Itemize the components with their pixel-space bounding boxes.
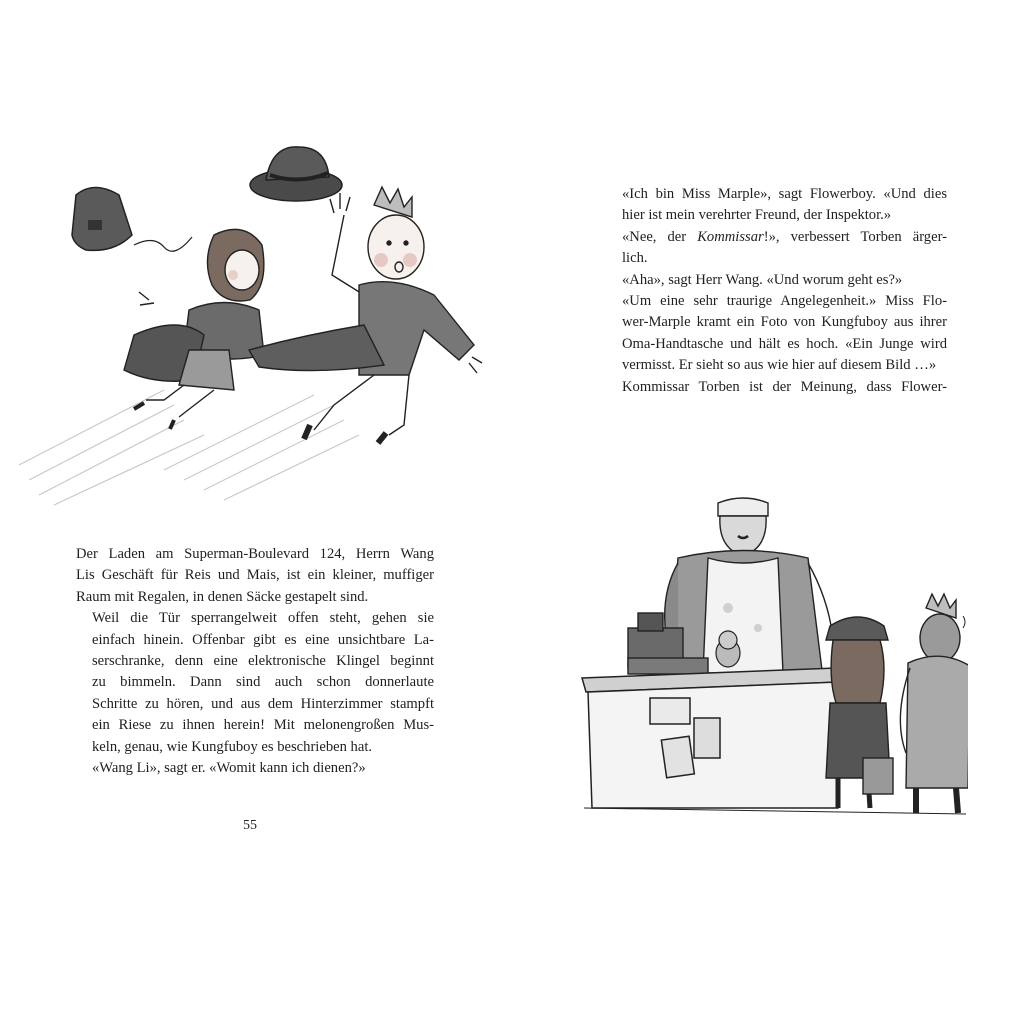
text-line: «Um eine sehr traurige Angelegenheit.» Miss Flo- (622, 293, 947, 310)
right-page-text (606, 184, 947, 398)
text-line: Der Laden am Superman-Boulevard 124, Herrn Wang (76, 546, 434, 562)
text-line: zu bimmeln. Dann sind auch schon donnerlaute (92, 674, 434, 691)
text-line: serschranke, denn eine elektronische Klingel beginnt (92, 653, 434, 670)
text-line: hier ist mein verehrter Freund, der Inspektor.» (622, 207, 892, 224)
text-run: «Nee, der (622, 228, 698, 245)
page-number: 55 (243, 818, 257, 833)
paragraph (76, 608, 434, 758)
italic-word: Kommissar (697, 228, 764, 245)
paragraph (606, 227, 947, 270)
text-line: ein Riese zu ihnen herein! Mit melonengroßen Mus- (92, 717, 434, 734)
speed-lines (19, 390, 359, 505)
text-line: Weil die Tür sperrangelweit offen steht, gehen sie (92, 610, 434, 627)
text-run: !», verbessert Torben ärger- (763, 228, 947, 245)
left-page-text (76, 544, 434, 779)
right-page (512, 0, 1024, 1024)
text-line: vermisst. Er sieht so aus wie hier auf diesem Bild …» (622, 357, 937, 374)
text-line: wer-Marple kramt ein Foto von Kungfuboy aus ihrer (622, 314, 947, 331)
paragraph (76, 758, 434, 779)
boy-in-coat-figure (900, 594, 968, 813)
text-line: Oma-Handtasche und hält es hoch. «Ein Junge wird (622, 335, 947, 352)
shop-counter (582, 668, 840, 808)
flying-hat-right (250, 147, 342, 201)
flying-children-illustration (14, 135, 504, 520)
girl-in-hat-figure (826, 617, 893, 808)
shop-counter-illustration (568, 488, 968, 820)
flying-hat-left (72, 188, 132, 251)
text-line: Schritte zu hören, und aus dem Hinterzimmer stampft (92, 695, 434, 712)
text-line: einfach hinein. Offenbar gibt es eine unsichtbare La- (92, 631, 434, 648)
boy-figure (249, 187, 482, 443)
shopkeeper-figure (665, 498, 838, 678)
text-line: keln, genau, wie Kungfuboy es beschrieben hat. (92, 738, 373, 755)
text-line: «Ich bin Miss Marple», sagt Flowerboy. «Und dies (622, 186, 947, 202)
text-line (606, 227, 947, 248)
lucky-cat-figurine (716, 631, 740, 667)
paragraph (606, 184, 947, 227)
paragraph (606, 270, 947, 291)
text-line: Kommissar Torben ist der Meinung, dass Flower- (622, 378, 947, 395)
girl-figure (124, 229, 264, 429)
text-line: Raum mit Regalen, in denen Säcke gestapelt sind. (76, 588, 369, 605)
paragraph (606, 291, 947, 377)
text-line: Lis Geschäft für Reis und Mais, ist ein kleiner, muffiger (76, 567, 434, 584)
text-line: «Aha», sagt Herr Wang. «Und worum geht es?» (622, 271, 903, 288)
text-line: «Wang Li», sagt er. «Womit kann ich dienen?» (92, 760, 366, 777)
paragraph (606, 377, 947, 398)
text-line: lich. (622, 250, 648, 267)
paragraph (76, 544, 434, 608)
